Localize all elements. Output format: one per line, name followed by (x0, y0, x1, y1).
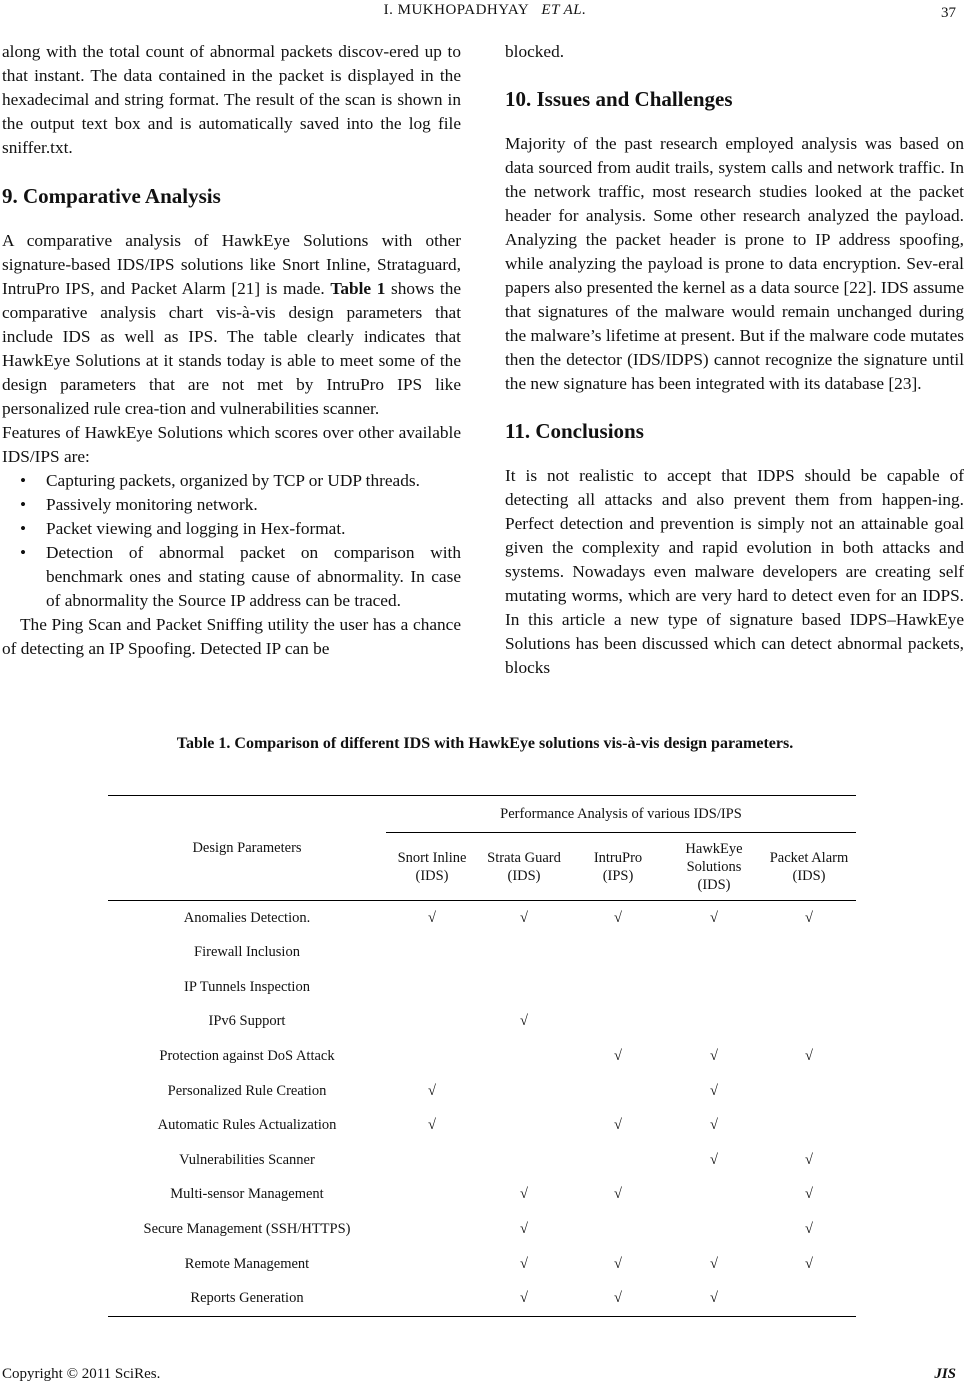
paragraph-issues: Majority of the past research employed analysis was based on data sourced from audit trails, system calls and network traffic. In the network traffic, most research studies looked at the packet header for analysis. Some other research analyzed the payload. Analyzing the packet header is prone to IP address spoofing, while analyzing the payload is prone to data encryption. Sev-eral papers also presented the kernel as a data source [22]. IDS assume that signatures of the malware would remain unchanged during the malware’s lifetime at present. But if the malware code mutates then the detector (IDS/IDPS) cannot recognize the signature until the new signature has been integrated with its database [23]. (505, 134, 964, 393)
design-parameter-cell: Vulnerabilities Scanner (179, 1151, 315, 1168)
footer-copyright: Copyright © 2011 SciRes. (2, 1366, 161, 1382)
check-cell (478, 1143, 570, 1178)
design-parameter-cell: IPv6 Support (208, 1013, 286, 1030)
design-parameter-cell: Multi-sensor Management (170, 1186, 324, 1203)
check-cell: √ (614, 1186, 622, 1203)
check-cell (570, 1073, 666, 1108)
features-list-item: • Passively monitoring network. (2, 493, 461, 517)
footer-journal: JIS (934, 1366, 956, 1382)
performance-group-header: Performance Analysis of various IDS/IPS (386, 796, 856, 833)
check-cell (386, 970, 478, 1005)
check-cell (762, 1073, 856, 1108)
check-cell: √ (805, 1048, 813, 1065)
column-header-hawkeye (666, 833, 762, 901)
table-row (108, 1246, 856, 1281)
check-cell (570, 970, 666, 1005)
check-cell: √ (805, 910, 813, 926)
features-list (2, 469, 461, 613)
check-cell (762, 935, 856, 970)
paragraph-features: Features of HawkEye Solutions which scores over other available IDS/IPS are: (2, 423, 461, 466)
check-cell (478, 935, 570, 970)
check-cell: √ (805, 1151, 813, 1168)
column-header-packet-alarm (762, 833, 856, 901)
table-row (108, 1212, 856, 1247)
table-row (108, 1073, 856, 1108)
check-cell (386, 1039, 478, 1074)
check-cell (478, 1073, 570, 1108)
check-cell: √ (614, 1255, 622, 1272)
features-list-item: • Capturing packets, organized by TCP or UDP threads. (2, 469, 461, 493)
check-cell: √ (710, 1255, 718, 1272)
design-parameter-cell: Anomalies Detection. (183, 910, 311, 926)
check-cell: √ (428, 910, 436, 926)
check-cell: √ (614, 1117, 622, 1134)
check-cell: √ (805, 1255, 813, 1272)
check-cell (386, 1004, 478, 1039)
check-cell: √ (520, 1013, 528, 1030)
column-header-type: (IDS) (792, 867, 826, 884)
table-row (108, 1039, 856, 1074)
check-cell: √ (710, 1048, 718, 1065)
check-cell (570, 1143, 666, 1178)
check-cell: √ (614, 910, 622, 926)
design-parameter-cell: Reports Generation (190, 1290, 304, 1307)
check-cell (478, 1108, 570, 1143)
features-list-item: • Packet viewing and logging in Hex-format. (2, 517, 461, 541)
left-column (2, 40, 461, 661)
table-row (108, 1004, 856, 1039)
paragraph-conclusions: It is not realistic to accept that IDPS should be capable of detecting all attacks and also prevent them from happen-ing. Perfect detection and prevention is simply not an attainable goal given the complexity and rapid evolution in both attacks and systems. Nowadays even malware developers are creating self mutating worms, which are very hard to detect even for an IDPS. In this article a new type of signature based IDPS–HawkEye Solutions has been discussed which can detect abnormal packets, blocks (505, 466, 964, 677)
paragraph-intro: along with the total count of abnormal packets discov-ered up to that instant. The data contained in the packet is displayed in the hexadecimal and string format. The result of the scan is shown in the output text box and is automatically saved into the log file sniffer.txt. (2, 42, 461, 157)
design-parameter-cell: Firewall Inclusion (194, 944, 300, 961)
section-11-heading: 11. Conclusions (505, 419, 644, 443)
page-number: 37 (941, 5, 956, 21)
check-cell (478, 970, 570, 1005)
table-body (108, 901, 856, 1317)
check-cell (386, 1177, 478, 1212)
check-cell (570, 1212, 666, 1247)
column-header-name: IntruPro (593, 849, 643, 866)
check-cell: √ (520, 1290, 528, 1307)
check-cell (762, 1108, 856, 1143)
table-row (108, 935, 856, 970)
column-header-name: Packet Alarm (769, 849, 849, 866)
design-parameters-header: Design Parameters (108, 796, 386, 901)
column-header-type: (IDS) (507, 867, 541, 884)
table-1-reference: Table 1 (330, 279, 386, 298)
column-header-name: Strata Guard (487, 849, 561, 866)
table-row (108, 1281, 856, 1316)
column-header-name: HawkEye Solutions (685, 840, 743, 875)
design-parameter-cell: Personalized Rule Creation (167, 1082, 327, 1099)
paragraph-comparative (2, 229, 461, 421)
check-cell: √ (520, 910, 528, 926)
column-header-intrupro (570, 833, 666, 901)
check-cell (570, 935, 666, 970)
paragraph-blocked: blocked. (505, 42, 565, 61)
paragraph-ping-scan: The Ping Scan and Packet Sniffing utility the user has a chance of detecting an IP Spoofing. Detected IP can be (2, 615, 461, 658)
column-header-type: (IDS) (415, 867, 449, 884)
check-cell: √ (805, 1186, 813, 1203)
design-parameter-cell: IP Tunnels Inspection (184, 978, 310, 995)
table-row (108, 1177, 856, 1212)
check-cell (666, 970, 762, 1005)
table-row (108, 970, 856, 1005)
running-head-etal: ET AL. (541, 2, 587, 18)
check-cell (386, 1143, 478, 1178)
column-header-type: (IPS) (602, 867, 634, 884)
section-9-heading: 9. Comparative Analysis (2, 184, 221, 208)
check-cell (666, 1177, 762, 1212)
check-cell: √ (428, 1117, 436, 1134)
check-cell: √ (520, 1255, 528, 1272)
check-cell (762, 1004, 856, 1039)
right-column (505, 40, 964, 680)
comparison-table (108, 795, 856, 1317)
check-cell (386, 935, 478, 970)
table-row (108, 1108, 856, 1143)
check-cell: √ (710, 1151, 718, 1168)
column-header-type: (IDS) (697, 876, 731, 893)
check-cell: √ (710, 1290, 718, 1307)
check-cell (762, 1281, 856, 1316)
design-parameter-cell: Protection against DoS Attack (159, 1048, 335, 1065)
check-cell (666, 1212, 762, 1247)
check-cell (386, 1281, 478, 1316)
check-cell (666, 935, 762, 970)
design-parameter-cell: Automatic Rules Actualization (157, 1117, 337, 1134)
check-cell (386, 1246, 478, 1281)
paragraph-comparative-part2: shows the comparative analysis chart vis-à-vis design parameters that include IDS as well as IPS. The table clearly indicates that HawkEye Solutions at it stands today is able to meet some of the design parameters that are not met by IntruPro IPS like personalized rule crea-tion and vulnerabilities scanner. (2, 279, 462, 418)
paragraph-comparative-part1: A comparative analysis of HawkEye Solutions with other signature-based IDS/IPS solutions like Snort Inline, Strataguard, IntruPro IPS, and Packet Alarm [21] is made. (2, 231, 461, 298)
design-parameter-cell: Remote Management (184, 1255, 310, 1272)
check-cell: √ (710, 1117, 718, 1134)
section-10-heading: 10. Issues and Challenges (505, 87, 733, 111)
check-cell (570, 1004, 666, 1039)
table-row (108, 901, 856, 936)
column-header-name: Snort Inline (397, 849, 467, 866)
column-header-snort (386, 833, 478, 901)
check-cell: √ (520, 1186, 528, 1203)
features-list-item: • Detection of abnormal packet on comparison with benchmark ones and stating cause of abnormality. In case of abnormality the Source IP address can be traced. (2, 541, 461, 613)
check-cell (386, 1212, 478, 1247)
check-cell (478, 1039, 570, 1074)
column-header-strataguard (478, 833, 570, 901)
running-head (0, 2, 970, 19)
table-row (108, 1143, 856, 1178)
table-caption: Table 1. Comparison of different IDS with HawkEye solutions vis-à-vis design parameters. (176, 735, 794, 752)
check-cell (666, 1004, 762, 1039)
design-parameter-cell: Secure Management (SSH/HTTPS) (143, 1221, 351, 1238)
check-cell: √ (520, 1221, 528, 1238)
check-cell: √ (428, 1082, 436, 1099)
check-cell: √ (710, 1082, 718, 1099)
check-cell: √ (805, 1221, 813, 1238)
check-cell (762, 970, 856, 1005)
page-header (0, 0, 970, 30)
running-head-author: I. MUKHOPADHYAY (383, 2, 529, 18)
check-cell: √ (614, 1048, 622, 1065)
check-cell: √ (614, 1290, 622, 1307)
check-cell: √ (710, 910, 718, 926)
